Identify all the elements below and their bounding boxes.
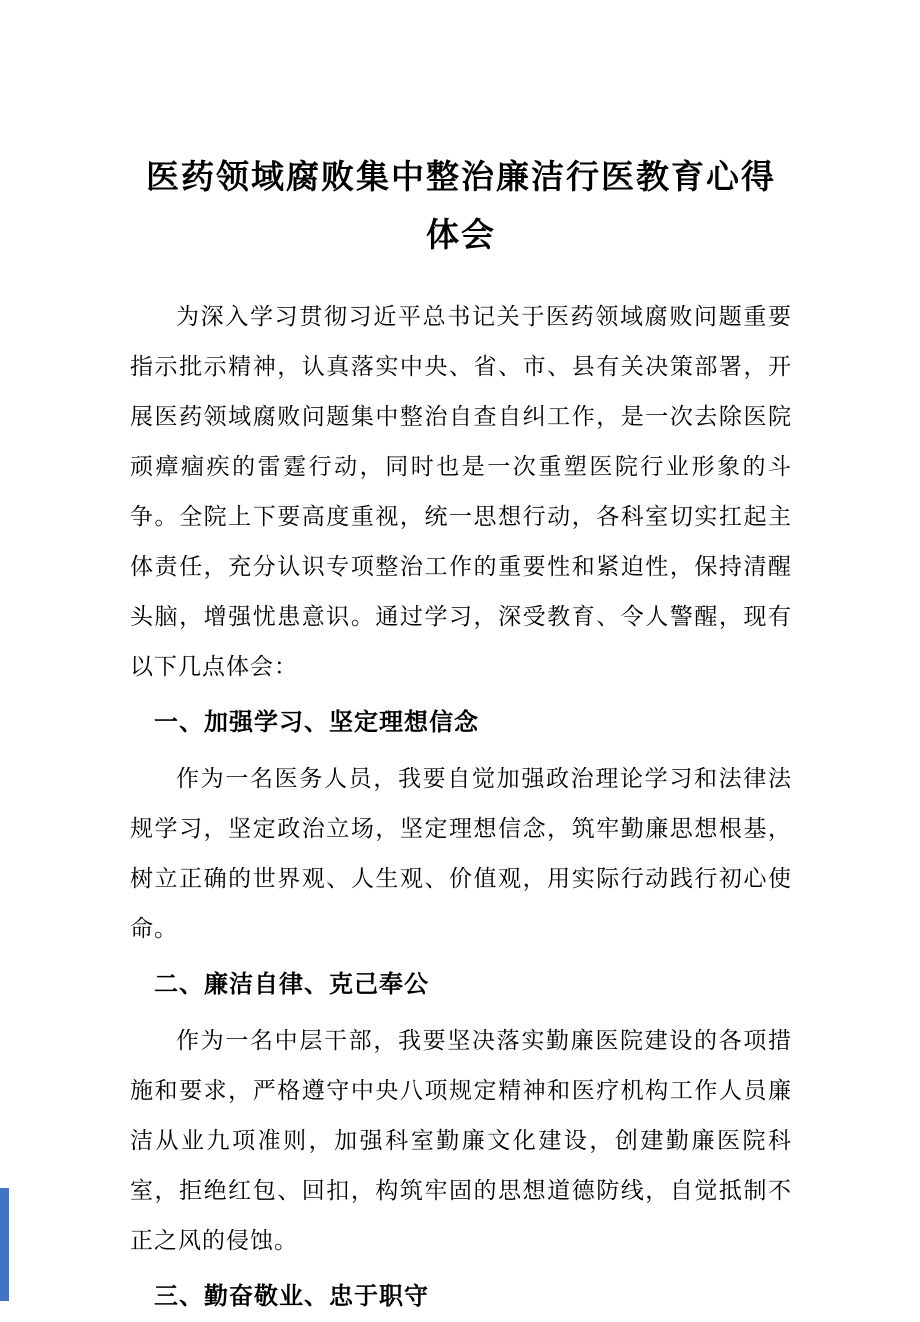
document-title-line-2: 体会 bbox=[426, 216, 496, 253]
section-heading-1: 一、加强学习、坚定理想信念 bbox=[154, 709, 479, 736]
document-body bbox=[130, 292, 792, 1322]
document-title-line-1: 医药领域腐败集中整治廉洁行医教育心得 bbox=[146, 158, 776, 195]
document-page bbox=[130, 0, 792, 1310]
section-heading-2: 二、廉洁自律、克己奉公 bbox=[154, 971, 429, 998]
intro-paragraph: 为深入学习贯彻习近平总书记关于医药领域腐败问题重要指示批示精神，认真落实中央、省、市、县有关决策部署，开展医药领域腐败问题集中整治自查自纠工作，是一次去除医院顽瘴痼疾的雷霆行动，同时也是一次重塑医院行业形象的斗争。全院上下要高度重视，统一思想行动，各科室切实扛起主体责任，充分认识专项整治工作的重要性和紧迫性，保持清醒头脑，增强忧患意识。通过学习，深受教育、令人警醒，现有以下几点体会： bbox=[130, 304, 792, 679]
section-paragraph-1: 作为一名医务人员，我要自觉加强政治理论学习和法律法规学习，坚定政治立场，坚定理想信念，筑牢勤廉思想根基，树立正确的世界观、人生观、价值观，用实际行动践行初心使命。 bbox=[130, 766, 792, 941]
section-paragraph-2: 作为一名中层干部，我要坚决落实勤廉医院建设的各项措施和要求，严格遵守中央八项规定精神和医疗机构工作人员廉洁从业九项准则，加强科室勤廉文化建设，创建勤廉医院科室，拒绝红包、回扣，构筑牢固的思想道德防线，自觉抵制不正之风的侵蚀。 bbox=[130, 1028, 792, 1253]
section-heading-3: 三、勤奋敬业、忠于职守 bbox=[154, 1283, 429, 1310]
document-title bbox=[130, 0, 792, 264]
left-edge-highlight-bar bbox=[0, 1188, 9, 1301]
